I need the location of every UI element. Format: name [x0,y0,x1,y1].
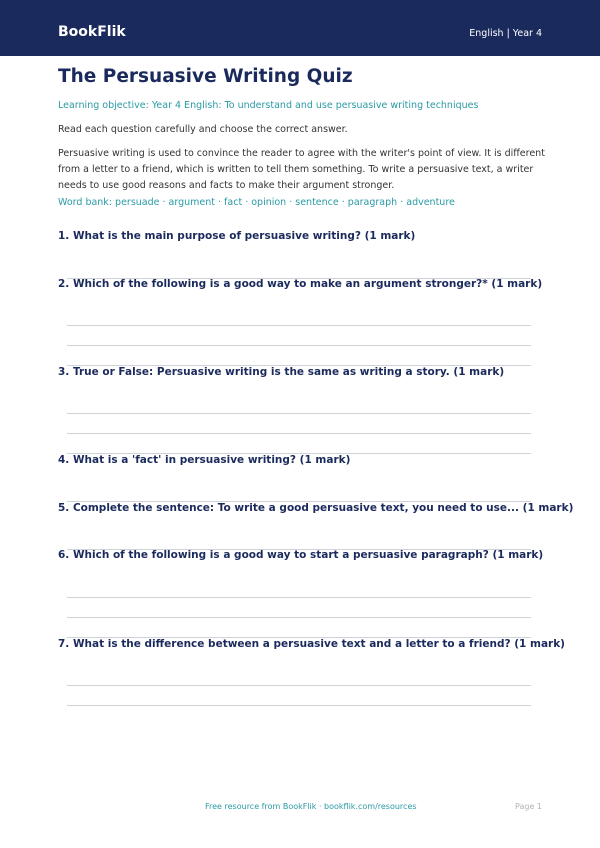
question-3: 3. True or False: Persuasive writing is the same as writing a story. (1 mark) [58,366,505,378]
instructions-text: Read each question carefully and choose the correct answer. [58,124,348,135]
answer-line [67,413,531,414]
answer-line [67,617,531,618]
question-2: 2. Which of the following is a good way to make an argument stronger?* (1 mark) [58,278,543,290]
learning-objective: Learning objective: Year 4 English: To understand and use persuasive writing techniques [58,100,479,111]
subject-label: English | Year 4 [469,28,542,39]
answer-line [67,345,531,346]
question-7: 7. What is the difference between a persuasive text and a letter to a friend? (1 mark) [58,638,565,650]
header-bar [0,0,600,56]
page-number: Page 1 [515,802,542,811]
brand-logo: BookFlik [58,24,126,40]
answer-line [67,705,531,706]
footer-source: Free resource from BookFlik · bookflik.com/resources [205,802,417,811]
question-4: 4. What is a 'fact' in persuasive writing? (1 mark) [58,454,351,466]
answer-line [67,685,531,686]
question-1: 1. What is the main purpose of persuasive writing? (1 mark) [58,230,416,242]
answer-line [67,597,531,598]
word-bank: Word bank: persuade · argument · fact · opinion · sentence · paragraph · adventure [58,197,455,208]
answer-line [67,325,531,326]
answer-line [67,433,531,434]
page-title: The Persuasive Writing Quiz [58,66,353,87]
question-5: 5. Complete the sentence: To write a good persuasive text, you need to use... (1 mark) [58,502,574,514]
question-6: 6. Which of the following is a good way to start a persuasive paragraph? (1 mark) [58,549,544,561]
intro-text: Persuasive writing is used to convince the reader to agree with the writer's point of view. It is different from a letter to a friend, which is written to tell them something. To write a persuasive text, a writer needs to use good reasons and facts to make their argument stronger. [58,148,545,191]
